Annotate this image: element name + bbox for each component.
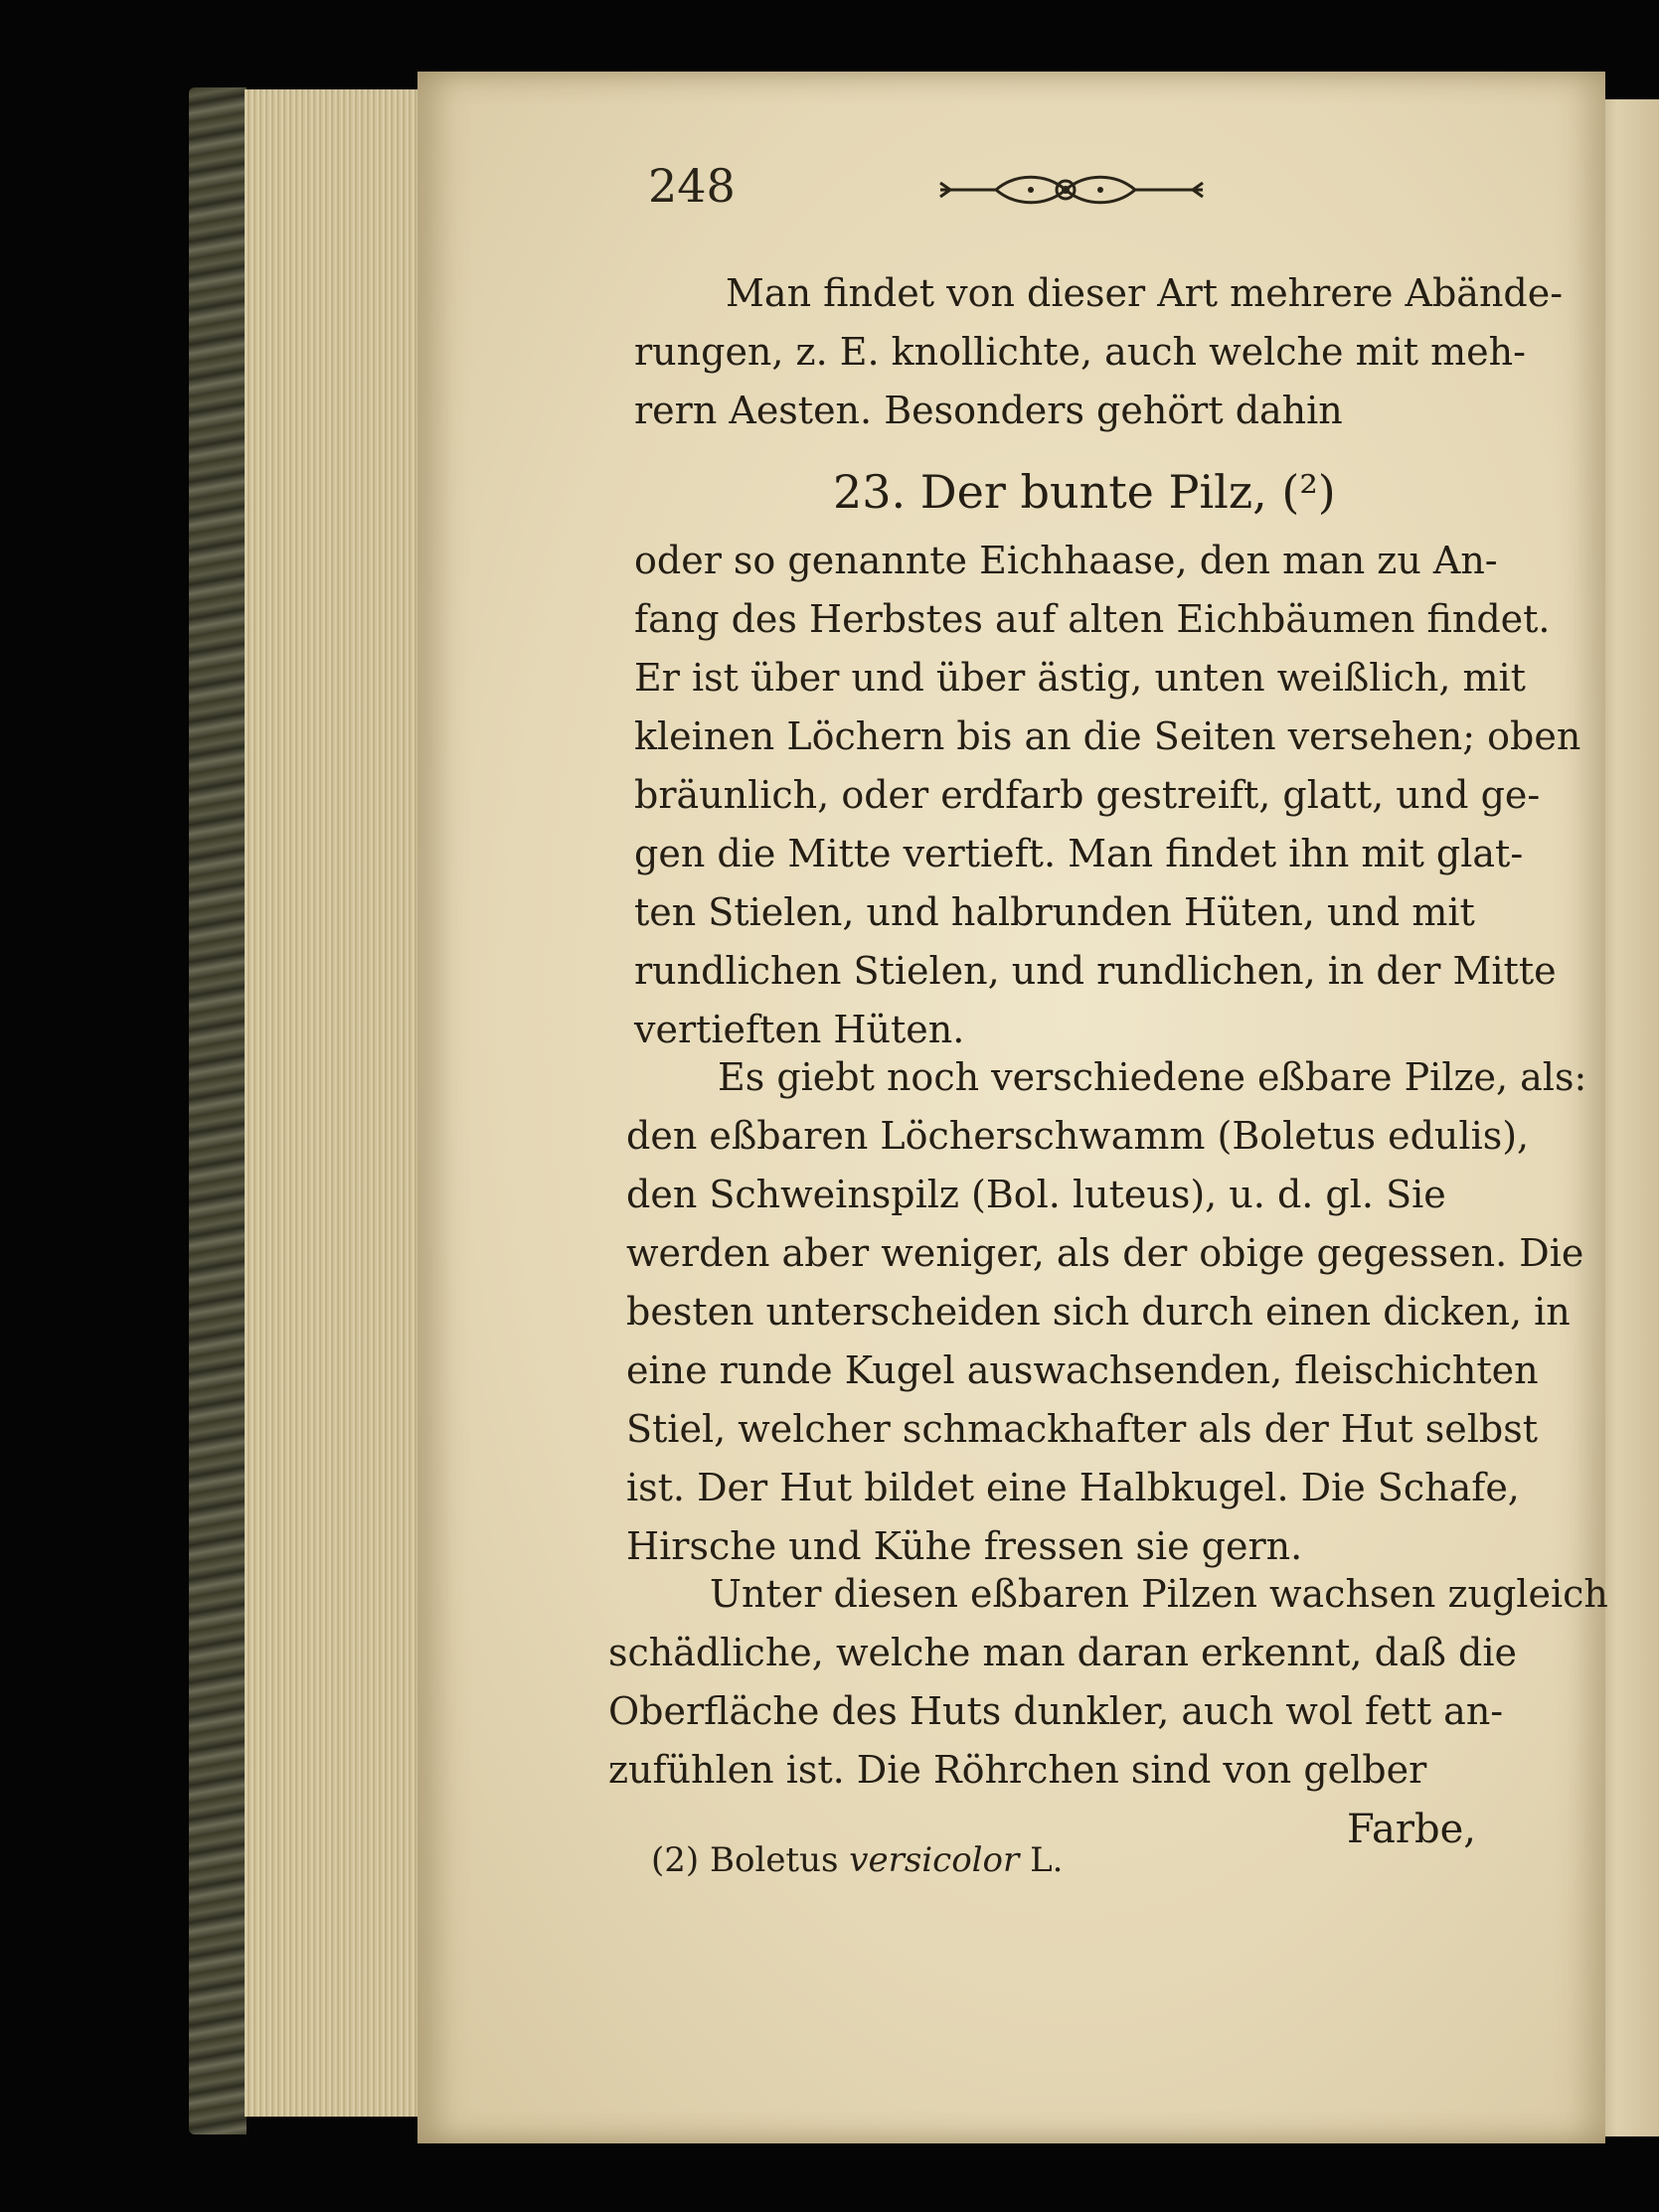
text-line: vertieften Hüten. — [634, 1008, 965, 1051]
paragraph-2 — [634, 532, 1580, 1059]
footnote-species: versicolor — [849, 1840, 1020, 1880]
text-line: Hirsche und Kühe fressen sie gern. — [626, 1524, 1303, 1568]
text-line: Er ist über und über ästig, unten weißlich, mit — [634, 656, 1526, 700]
book-spine-cover — [189, 87, 247, 2134]
text-line: eine runde Kugel auswachsenden, fleischichten — [626, 1348, 1539, 1392]
text-line: den Schweinspilz (Bol. luteus), u. d. gl. Sie — [626, 1173, 1446, 1216]
text-line: rundlichen Stielen, und rundlichen, in der Mitte — [634, 949, 1557, 993]
text-line: oder so genannte Eichhaase, den man zu An- — [634, 539, 1498, 582]
text-line: besten unterscheiden sich durch einen dicken, in — [626, 1290, 1571, 1334]
footnote-genus: Boletus — [709, 1840, 839, 1880]
text-line: Stiel, welcher schmackhafter als der Hut selbst — [626, 1407, 1539, 1451]
footnote-marker: (2) — [651, 1840, 700, 1880]
text-line: zufühlen ist. Die Röhrchen sind von gelber — [608, 1748, 1427, 1792]
text-line: rungen, z. E. knollichte, auch welche mit meh- — [634, 330, 1526, 374]
paragraph-3 — [626, 1048, 1586, 1576]
text-line: gen die Mitte vertieft. Man findet ihn mit glat- — [634, 832, 1524, 875]
header-ornament-icon — [936, 169, 1207, 211]
text-line: Unter diesen eßbaren Pilzen wachsen zugleich — [710, 1572, 1608, 1616]
text-line: fang des Herbstes auf alten Eichbäumen findet. — [634, 597, 1551, 641]
text-line: bräunlich, oder erdfarb gestreift, glatt, und ge- — [634, 773, 1541, 817]
page-edges — [245, 89, 423, 2117]
text-line: kleinen Löchern bis an die Seiten versehen; oben — [634, 714, 1581, 758]
catchword: Farbe, — [1347, 1807, 1476, 1852]
text-line: Oberfläche des Huts dunkler, auch wol fett an- — [608, 1689, 1504, 1733]
text-line: Man findet von dieser Art mehrere Abände- — [726, 271, 1564, 315]
page-number: 248 — [648, 159, 736, 213]
paragraph-1 — [634, 264, 1564, 440]
text-line: werden aber weniger, als der obige gegessen. Die — [626, 1231, 1584, 1275]
text-line: schädliche, welche man daran erkennt, daß die — [608, 1631, 1517, 1674]
text-line: ten Stielen, und halbrunden Hüten, und mit — [634, 890, 1475, 934]
text-line: ist. Der Hut bildet eine Halbkugel. Die Schafe, — [626, 1466, 1520, 1509]
footnote-author: L. — [1030, 1840, 1064, 1880]
text-line: den eßbaren Löcherschwamm (Boletus edulis), — [626, 1114, 1530, 1158]
section-heading: 23. Der bunte Pilz, (²) — [833, 465, 1336, 519]
text-line: Es giebt noch verschiedene eßbare Pilze, als: — [718, 1055, 1587, 1099]
footnote — [651, 1840, 1063, 1880]
paragraph-4 — [608, 1565, 1608, 1800]
text-line: rern Aesten. Besonders gehört dahin — [634, 389, 1343, 432]
